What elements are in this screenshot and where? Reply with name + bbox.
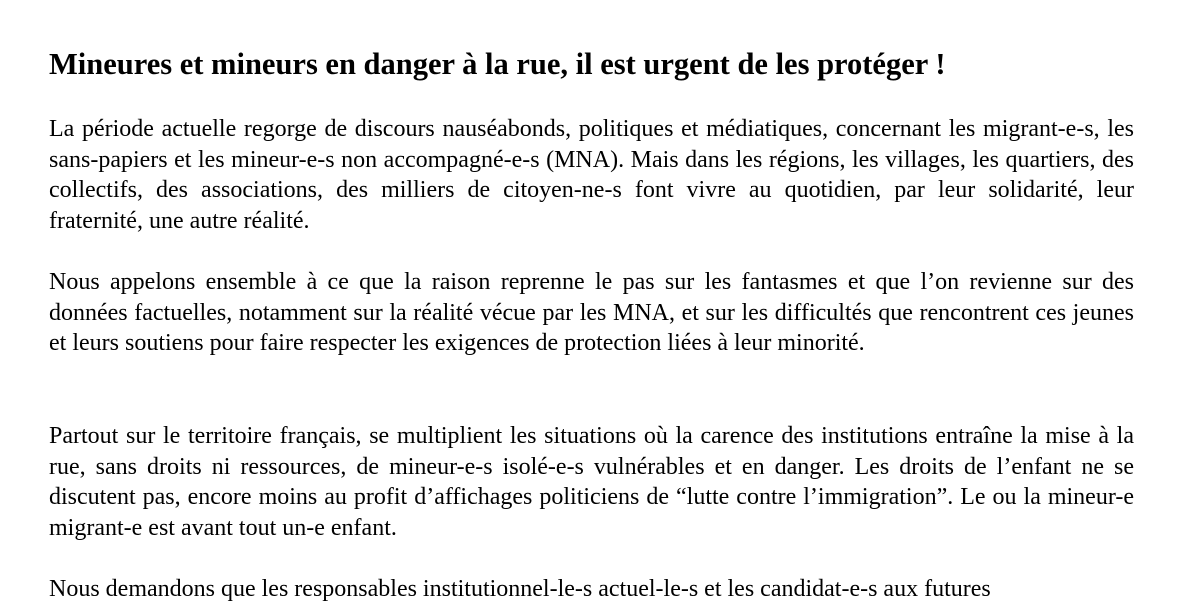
- paragraph-2: Nous appelons ensemble à ce que la raison reprenne le pas sur les fantasmes et que l’on revienne sur des données factuelles, notamment sur la réalité vécue par les MNA, et sur les difficultés que rencontrent ces jeunes et leurs soutiens pour faire respecter les exigences de protection liées à leur minorité.: [49, 269, 1134, 356]
- paragraph-3: Partout sur le territoire français, se multiplient les situations où la carence des institutions entraîne la mise à la rue, sans droits ni ressources, de mineur-e-s isolé-e-s vulnérables et en danger. Les droits de l’enfant ne se discutent pas, encore moins au profit d’affichages politiciens de “lutte contre l’immigration”. Le ou la mineur-e migrant-e est avant tout un-e enfant.: [49, 423, 1134, 541]
- paragraph-4: Nous demandons que les responsables institutionnel-le-s actuel-le-s et les candidat-e-s aux futures: [49, 576, 991, 602]
- document-title: Mineures et mineurs en danger à la rue, il est urgent de les protéger !: [49, 47, 946, 81]
- paragraph-1: La période actuelle regorge de discours nauséabonds, politiques et médiatiques, concernant les migrant-e-s, les sans-papiers et les mineur-e-s non accompagné-e-s (MNA). Mais dans les régions, les villages, les quartiers, des collectifs, des associations, des milliers de citoyen-ne-s font vivre au quotidien, par leur solidarité, leur fraternité, une autre réalité.: [49, 116, 1134, 234]
